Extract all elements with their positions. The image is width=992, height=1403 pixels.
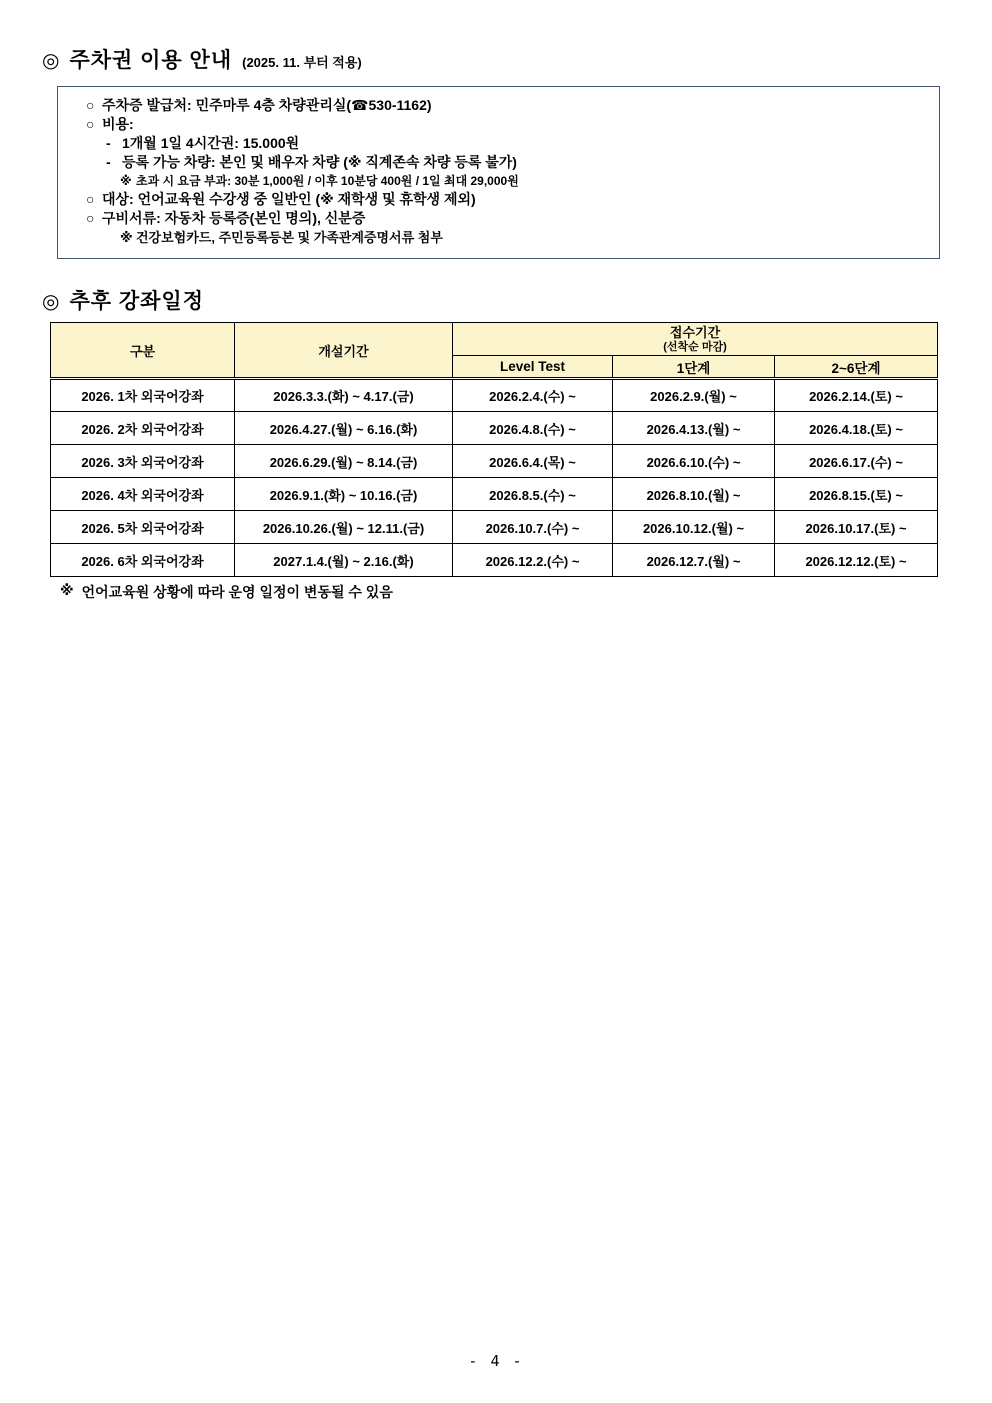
parking-line-documents-note <box>74 228 929 247</box>
header-stage1: 1단계 <box>613 356 775 379</box>
schedule-footnote-text: 언어교육원 상황에 따라 운영 일정이 변동될 수 있음 <box>81 584 393 600</box>
cell-stage2-6: 2026.4.18.(토) ~ <box>775 412 938 445</box>
reference-mark-icon: ※ <box>120 174 132 188</box>
cell-period: 2026.3.3.(화) ~ 4.17.(금) <box>235 379 453 412</box>
cell-period: 2026.4.27.(월) ~ 6.16.(화) <box>235 412 453 445</box>
parking-line-eligible-vehicle <box>74 153 929 172</box>
cell-stage1: 2026.12.7.(월) ~ <box>613 544 775 577</box>
cell-level-test: 2026.10.7.(수) ~ <box>453 511 613 544</box>
cell-stage2-6: 2026.12.12.(토) ~ <box>775 544 938 577</box>
cell-period: 2026.10.26.(월) ~ 12.11.(금) <box>235 511 453 544</box>
cell-course: 2026. 3차 외국어강좌 <box>51 445 235 478</box>
cell-period: 2026.6.29.(월) ~ 8.14.(금) <box>235 445 453 478</box>
cell-stage2-6: 2026.6.17.(수) ~ <box>775 445 938 478</box>
parking-line-text: 주차증 발급처: 민주마루 4층 차량관리실(☎530-1162) <box>102 97 432 113</box>
parking-info-box <box>57 86 940 259</box>
circle-bullet-icon: ○ <box>86 210 95 226</box>
table-row <box>51 379 938 412</box>
cell-period: 2026.9.1.(화) ~ 10.16.(금) <box>235 478 453 511</box>
double-circle-bullet-icon: ◎ <box>42 291 60 313</box>
parking-section-title <box>42 0 992 74</box>
cell-level-test: 2026.8.5.(수) ~ <box>453 478 613 511</box>
cell-stage1: 2026.6.10.(수) ~ <box>613 445 775 478</box>
parking-line-text: 건강보험카드, 주민등록등본 및 가족관계증명서류 첨부 <box>136 230 443 245</box>
parking-line-text: 비용: <box>102 116 134 132</box>
double-circle-bullet-icon: ◎ <box>42 50 60 72</box>
table-row <box>51 544 938 577</box>
header-period: 개설기간 <box>235 323 453 379</box>
schedule-title-text: 추후 강좌일정 <box>69 290 205 313</box>
table-row <box>51 511 938 544</box>
cell-stage2-6: 2026.8.15.(토) ~ <box>775 478 938 511</box>
schedule-section-title <box>42 285 992 315</box>
course-schedule-table <box>50 322 938 577</box>
circle-bullet-icon: ○ <box>86 116 95 132</box>
schedule-footnote <box>60 582 992 602</box>
cell-course: 2026. 2차 외국어강좌 <box>51 412 235 445</box>
header-reception-sub: (선착순 마감) <box>663 341 727 353</box>
parking-line-text: 등록 가능 차량: 본인 및 배우자 차량 (※ 직계존속 차량 등록 불가) <box>122 154 517 170</box>
parking-title-text: 주차권 이용 안내 <box>69 49 233 72</box>
parking-line-text: 구비서류: 자동차 등록증(본인 명의), 신분증 <box>102 210 366 226</box>
cell-level-test: 2026.4.8.(수) ~ <box>453 412 613 445</box>
page-number: - 4 - <box>468 1352 524 1370</box>
reference-mark-icon: ※ <box>60 582 74 598</box>
cell-stage1: 2026.10.12.(월) ~ <box>613 511 775 544</box>
cell-level-test: 2026.12.2.(수) ~ <box>453 544 613 577</box>
table-row <box>51 412 938 445</box>
table-header-row-1 <box>51 323 938 356</box>
parking-line-documents <box>74 209 929 228</box>
parking-line-cost <box>74 115 929 134</box>
circle-bullet-icon: ○ <box>86 97 95 113</box>
header-reception <box>453 323 938 356</box>
header-stage2-6: 2~6단계 <box>775 356 938 379</box>
parking-line-text: 대상: 언어교육원 수강생 중 일반인 (※ 재학생 및 휴학생 제외) <box>102 191 476 207</box>
parking-line-text: 초과 시 요금 부과: 30분 1,000원 / 이후 10분당 400원 / 1일 최대 29,000원 <box>136 174 519 188</box>
parking-line-text: 1개월 1일 4시간권: 15.000원 <box>122 135 300 151</box>
cell-stage1: 2026.4.13.(월) ~ <box>613 412 775 445</box>
cell-course: 2026. 6차 외국어강좌 <box>51 544 235 577</box>
cell-stage1: 2026.2.9.(월) ~ <box>613 379 775 412</box>
cell-stage2-6: 2026.10.17.(토) ~ <box>775 511 938 544</box>
header-reception-main: 접수기간 <box>669 325 721 340</box>
table-row <box>51 445 938 478</box>
cell-level-test: 2026.6.4.(목) ~ <box>453 445 613 478</box>
parking-line-excess-fee <box>74 172 929 190</box>
reference-mark-icon: ※ <box>120 230 133 245</box>
parking-line-target <box>74 190 929 209</box>
circle-bullet-icon: ○ <box>86 191 95 207</box>
cell-stage2-6: 2026.2.14.(토) ~ <box>775 379 938 412</box>
header-level-test: Level Test <box>453 356 613 379</box>
header-gubun: 구분 <box>51 323 235 379</box>
cell-level-test: 2026.2.4.(수) ~ <box>453 379 613 412</box>
dash-bullet-icon: - <box>106 135 111 151</box>
parking-line-pass-price <box>74 134 929 153</box>
table-row <box>51 478 938 511</box>
parking-title-note: (2025. 11. 부터 적용) <box>242 55 362 70</box>
dash-bullet-icon: - <box>106 154 111 170</box>
parking-line-issuer <box>74 96 929 115</box>
cell-stage1: 2026.8.10.(월) ~ <box>613 478 775 511</box>
cell-course: 2026. 4차 외국어강좌 <box>51 478 235 511</box>
cell-course: 2026. 1차 외국어강좌 <box>51 379 235 412</box>
cell-course: 2026. 5차 외국어강좌 <box>51 511 235 544</box>
cell-period: 2027.1.4.(월) ~ 2.16.(화) <box>235 544 453 577</box>
